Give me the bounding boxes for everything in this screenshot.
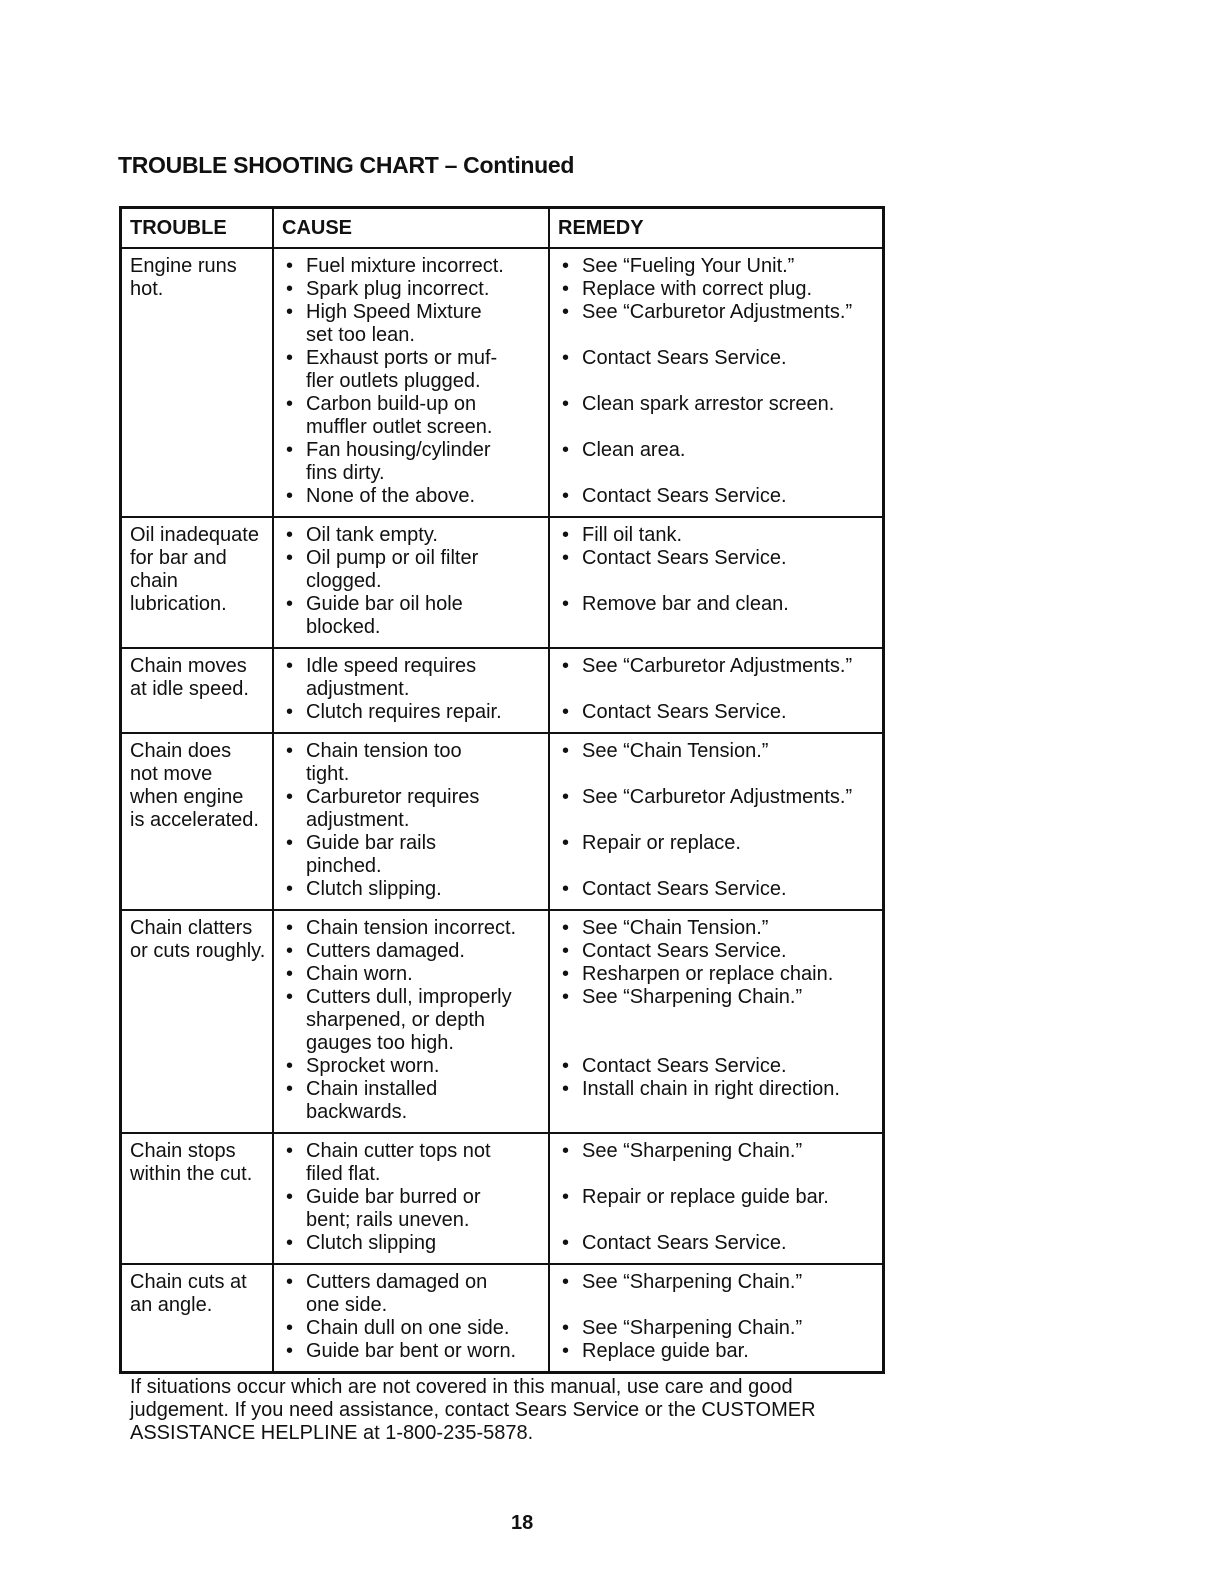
cause-cell: [274, 249, 550, 516]
remedy-spacer: [558, 570, 882, 593]
cause-cell: [274, 1134, 550, 1263]
remedy-cell: [550, 649, 882, 732]
trouble-line: or cuts roughly.: [130, 940, 266, 962]
remedy-item: • Contact Sears Service.: [558, 1055, 882, 1078]
trouble-line: at idle speed.: [130, 678, 249, 700]
remedy-item: • See “Sharpening Chain.”: [558, 1317, 882, 1340]
remedy-item: • Fill oil tank.: [558, 524, 882, 547]
cause-cell: [274, 518, 550, 647]
cause-item-cont: sharpened, or depth: [306, 1009, 486, 1031]
table-row: [122, 1265, 882, 1371]
cause-item-cont: blocked.: [306, 616, 381, 638]
remedy-spacer: [558, 855, 882, 878]
remedy-item: • Replace with correct plug.: [558, 278, 882, 301]
cause-item: • Carbon build-up on: [282, 393, 548, 416]
cause-item: • Cutters damaged.: [282, 940, 548, 963]
remedy-item: • See “Carburetor Adjustments.”: [558, 301, 882, 324]
trouble-line: hot.: [130, 278, 164, 300]
cause-item-cont: muffler outlet screen.: [306, 416, 493, 438]
cause-item: • Guide bar bent or worn.: [282, 1340, 548, 1363]
trouble-line: Engine runs: [130, 255, 237, 277]
cause-item: • Fuel mixture incorrect.: [282, 255, 548, 278]
cause-item-cont: filed flat.: [306, 1163, 381, 1185]
remedy-spacer: [558, 616, 882, 639]
cause-cell: [274, 911, 550, 1132]
remedy-cell: [550, 1265, 882, 1371]
remedy-item: • Contact Sears Service.: [558, 701, 882, 724]
trouble-line: within the cut.: [130, 1163, 253, 1185]
cause-item: • High Speed Mixture: [282, 301, 548, 324]
trouble-line: Chain cuts at: [130, 1271, 247, 1293]
table-row: [122, 518, 882, 649]
trouble-line: chain: [130, 570, 178, 592]
cause-item-cont: tight.: [306, 763, 350, 785]
remedy-item: • Contact Sears Service.: [558, 878, 882, 901]
cause-item-cont: gauges too high.: [306, 1032, 454, 1054]
cause-item-cont: fins dirty.: [306, 462, 385, 484]
cause-item-cont: fler outlets plugged.: [306, 370, 481, 392]
trouble-line: lubrication.: [130, 593, 227, 615]
cause-item: • Chain dull on one side.: [282, 1317, 548, 1340]
remedy-cell: [550, 1134, 882, 1263]
cause-item: • None of the above.: [282, 485, 548, 508]
table-header-row: [122, 209, 882, 249]
cause-item: • Guide bar oil hole: [282, 593, 548, 616]
table-row: [122, 649, 882, 734]
remedy-spacer: [558, 324, 882, 347]
table-row: [122, 734, 882, 911]
trouble-line: not move: [130, 763, 213, 785]
remedy-item: • See “Sharpening Chain.”: [558, 986, 882, 1009]
remedy-spacer: [558, 1209, 882, 1232]
cause-item: • Cutters damaged on: [282, 1271, 548, 1294]
remedy-item: • Clean spark arrestor screen.: [558, 393, 882, 416]
cause-item-cont: adjustment.: [306, 678, 410, 700]
footer-note: If situations occur which are not covered in this manual, use care and good judgement. If you need assistance, contact Sears Service or the CUSTOMER ASSISTANCE HELPLINE at 1-800-235-5878.: [130, 1376, 816, 1444]
remedy-item: • Contact Sears Service.: [558, 1232, 882, 1255]
trouble-cell: [122, 1265, 274, 1371]
remedy-spacer: [558, 416, 882, 439]
cause-item: • Chain cutter tops not: [282, 1140, 548, 1163]
cause-item-cont: set too lean.: [306, 324, 415, 346]
cause-item-cont: one side.: [306, 1294, 388, 1316]
page-title: TROUBLE SHOOTING CHART – Continued: [118, 152, 575, 178]
cause-item-cont: pinched.: [306, 855, 382, 877]
cause-item: • Carburetor requires: [282, 786, 548, 809]
remedy-item: • Replace guide bar.: [558, 1340, 882, 1363]
trouble-line: is accelerated.: [130, 809, 259, 831]
remedy-spacer: [558, 809, 882, 832]
remedy-item: • Resharpen or replace chain.: [558, 963, 882, 986]
remedy-item: • Contact Sears Service.: [558, 485, 882, 508]
table-row: [122, 911, 882, 1134]
remedy-item: • See “Chain Tension.”: [558, 740, 882, 763]
remedy-spacer: [558, 678, 882, 701]
remedy-item: • Repair or replace.: [558, 832, 882, 855]
remedy-item: • See “Sharpening Chain.”: [558, 1140, 882, 1163]
trouble-line: Chain does: [130, 740, 232, 762]
trouble-line: Chain moves: [130, 655, 247, 677]
trouble-cell: [122, 249, 274, 516]
remedy-spacer: [558, 1294, 882, 1317]
remedy-item: • Remove bar and clean.: [558, 593, 882, 616]
cause-item: • Clutch requires repair.: [282, 701, 548, 724]
remedy-spacer: [558, 462, 882, 485]
cause-cell: [274, 734, 550, 909]
cause-item: • Sprocket worn.: [282, 1055, 548, 1078]
remedy-cell: [550, 518, 882, 647]
cause-item: • Chain tension incorrect.: [282, 917, 548, 940]
trouble-cell: [122, 518, 274, 647]
remedy-spacer: [558, 1009, 882, 1032]
trouble-shooting-table: [119, 206, 885, 1374]
trouble-line: for bar and: [130, 547, 227, 569]
page-number: 18: [511, 1512, 534, 1534]
cause-item: • Exhaust ports or muf-: [282, 347, 548, 370]
cause-item-cont: clogged.: [306, 570, 382, 592]
table-body: [122, 249, 882, 1371]
remedy-cell: [550, 249, 882, 516]
remedy-item: • Clean area.: [558, 439, 882, 462]
cause-item: • Clutch slipping.: [282, 878, 548, 901]
remedy-spacer: [558, 1032, 882, 1055]
cause-item: • Spark plug incorrect.: [282, 278, 548, 301]
table-row: [122, 249, 882, 518]
remedy-cell: [550, 911, 882, 1132]
remedy-item: • See “Sharpening Chain.”: [558, 1271, 882, 1294]
remedy-cell: [550, 734, 882, 909]
trouble-cell: [122, 1134, 274, 1263]
cause-cell: [274, 1265, 550, 1371]
trouble-line: when engine: [130, 786, 244, 808]
cause-item-cont: adjustment.: [306, 809, 410, 831]
remedy-item: • See “Fueling Your Unit.”: [558, 255, 882, 278]
remedy-item: • Contact Sears Service.: [558, 940, 882, 963]
cause-item: • Guide bar burred or: [282, 1186, 548, 1209]
remedy-item: • Repair or replace guide bar.: [558, 1186, 882, 1209]
cause-item: • Chain worn.: [282, 963, 548, 986]
remedy-item: • See “Carburetor Adjustments.”: [558, 786, 882, 809]
trouble-line: Oil inadequate: [130, 524, 259, 546]
trouble-line: Chain clatters: [130, 917, 253, 939]
trouble-cell: [122, 649, 274, 732]
remedy-spacer: [558, 763, 882, 786]
cause-item: • Chain installed: [282, 1078, 548, 1101]
cause-item: • Idle speed requires: [282, 655, 548, 678]
cause-item-cont: backwards.: [306, 1101, 408, 1123]
trouble-line: an angle.: [130, 1294, 213, 1316]
cause-item: • Oil pump or oil filter: [282, 547, 548, 570]
table-row: [122, 1134, 882, 1265]
trouble-line: Chain stops: [130, 1140, 236, 1162]
header-remedy: REMEDY: [558, 217, 644, 239]
remedy-item: • See “Chain Tension.”: [558, 917, 882, 940]
cause-item: • Fan housing/cylinder: [282, 439, 548, 462]
cause-item-cont: bent; rails uneven.: [306, 1209, 470, 1231]
trouble-cell: [122, 911, 274, 1132]
remedy-item: • See “Carburetor Adjustments.”: [558, 655, 882, 678]
remedy-item: • Contact Sears Service.: [558, 547, 882, 570]
cause-item: • Chain tension too: [282, 740, 548, 763]
cause-item: • Clutch slipping: [282, 1232, 548, 1255]
cause-item: • Cutters dull, improperly: [282, 986, 548, 1009]
remedy-spacer: [558, 370, 882, 393]
remedy-item: • Install chain in right direction.: [558, 1078, 882, 1101]
cause-cell: [274, 649, 550, 732]
trouble-cell: [122, 734, 274, 909]
header-trouble: TROUBLE: [122, 209, 274, 247]
cause-item: • Oil tank empty.: [282, 524, 548, 547]
header-cause: CAUSE: [274, 209, 550, 247]
remedy-item: • Contact Sears Service.: [558, 347, 882, 370]
remedy-spacer: [558, 1101, 882, 1124]
remedy-spacer: [558, 1163, 882, 1186]
cause-item: • Guide bar rails: [282, 832, 548, 855]
